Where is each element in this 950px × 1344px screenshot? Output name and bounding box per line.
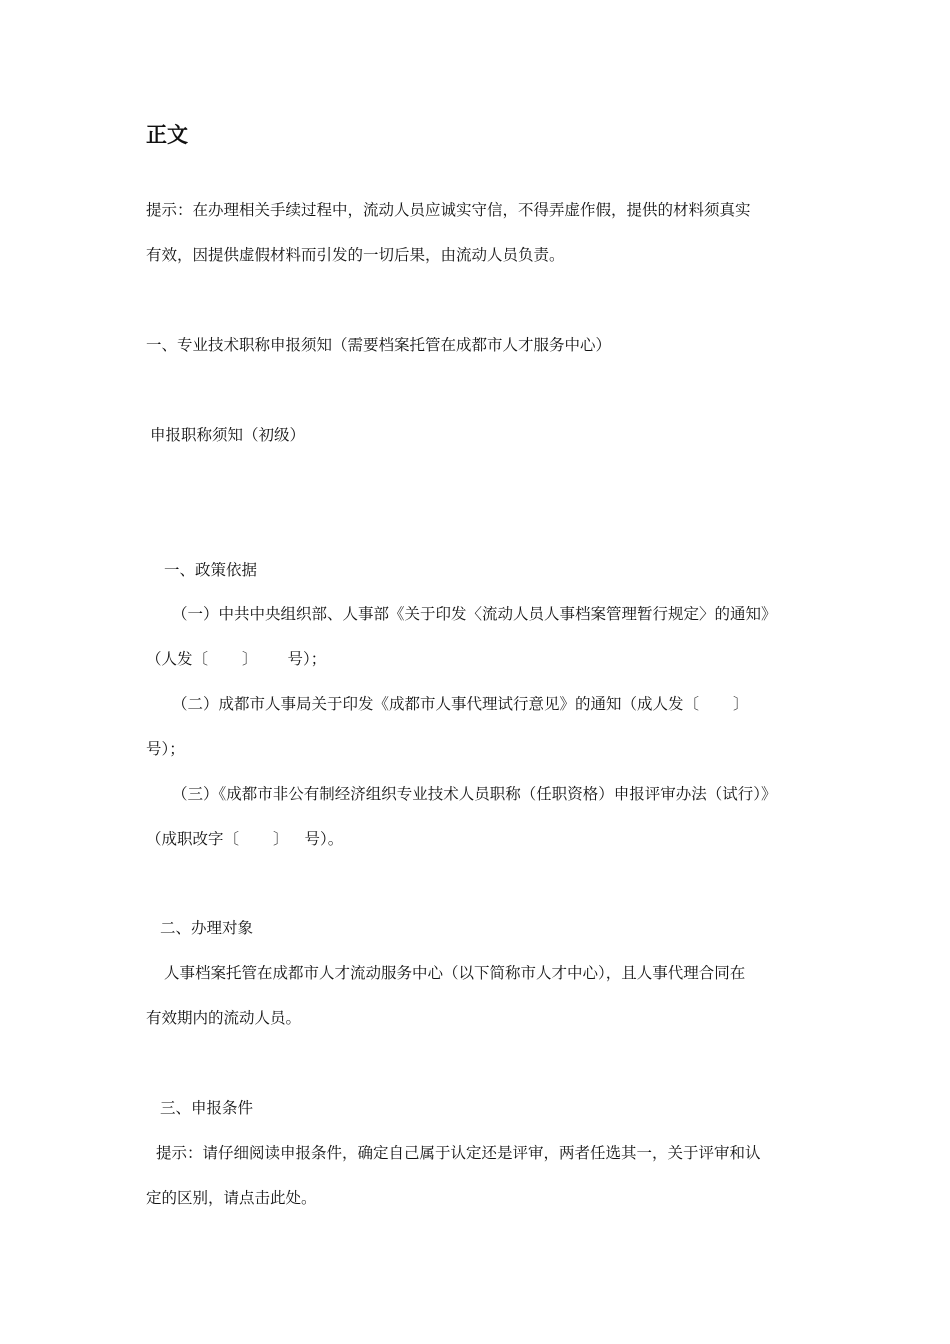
section-heading: 一、专业技术职称申报须知（需要档案托管在成都市人才服务中心）	[146, 336, 612, 354]
conditions-line-2-text: 定的区别，请	[146, 1189, 240, 1207]
notice-line-2: 有效，因提供虚假材料而引发的一切后果，由流动人员负责。	[146, 246, 565, 264]
policy-item-3-ref-end: 号）。	[304, 830, 344, 848]
policy-item-3-ref-open: （成职改字〔	[146, 830, 240, 848]
policy-item-2-line-2: 号）；	[146, 740, 185, 758]
conditions-heading: 三、申报条件	[160, 1099, 254, 1117]
policy-item-1-line-1: （一）中共中央组织部、人事部《关于印发〈流动人员人事档案管理暂行规定〉的通知》	[172, 605, 777, 623]
click-here-link[interactable]: 点击此处	[239, 1189, 302, 1207]
policy-item-3-line-2	[146, 828, 343, 850]
policy-item-3-line-1: （三）《成都市非公有制经济组织专业技术人员职称（任职资格）申报评审办法（试行）》	[172, 785, 777, 803]
policy-item-1-ref-close: 〕	[242, 650, 258, 668]
policy-item-2-ref-close: 〕	[733, 695, 749, 713]
target-line-2: 有效期内的流动人员。	[146, 1009, 302, 1027]
sub-heading: 申报职称须知（初级）	[150, 426, 306, 444]
policy-item-1-ref-end: 号）；	[287, 650, 327, 668]
policy-item-1-ref-open: （人发〔	[146, 650, 209, 668]
conditions-line-1: 提示：请仔细阅读申报条件，确定自己属于认定还是评审，两者任选其一，关于评审和认	[156, 1144, 761, 1162]
policy-heading: 一、政策依据	[164, 561, 258, 579]
page-title: 正文	[146, 122, 188, 147]
conditions-line-2-end: 。	[301, 1189, 317, 1207]
conditions-line-2	[146, 1187, 317, 1209]
policy-item-2-text: （二）成都市人事局关于印发《成都市人事代理试行意见》的通知（成人发〔	[172, 695, 700, 713]
target-line-1: 人事档案托管在成都市人才流动服务中心（以下简称市人才中心），且人事代理合同在	[164, 964, 746, 982]
target-heading: 二、办理对象	[160, 919, 254, 937]
policy-item-2-line-1	[172, 693, 749, 715]
policy-item-3-ref-close: 〕	[273, 830, 289, 848]
notice-line-1: 提示：在办理相关手续过程中，流动人员应诚实守信，不得弄虚作假，提供的材料须真实	[146, 201, 751, 219]
policy-item-1-line-2	[146, 648, 326, 670]
